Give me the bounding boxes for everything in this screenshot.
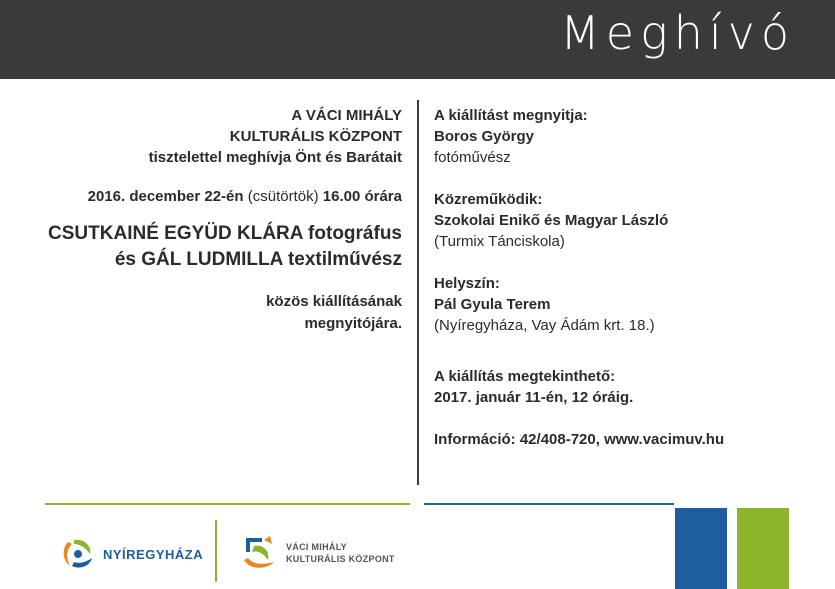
- blue-color-block: [675, 508, 727, 589]
- venue-label: Helyszín:: [434, 275, 500, 292]
- venue-address: (Nyíregyháza, Vay Ádám krt. 18.): [434, 317, 655, 334]
- contrib-org: (Turmix Tánciskola): [434, 233, 565, 250]
- vmkk-logo-text: [286, 541, 395, 565]
- venue-block: [434, 273, 824, 336]
- vmkk-logo-line1: VÁCI MIHÁLY: [286, 542, 347, 552]
- nyiregyhaza-logo-icon: [60, 536, 100, 572]
- nyiregyhaza-logo-text: NYÍREGYHÁZA: [103, 546, 204, 562]
- contrib-label: Közreműködik:: [434, 191, 543, 208]
- invitation-right-column: [434, 105, 824, 450]
- footer-green-line: [45, 503, 410, 505]
- vmkk-logo: [240, 534, 395, 572]
- view-label: A kiállítás megtekinthető:: [434, 368, 616, 385]
- event-date-bold: 2016. december 22-én: [87, 188, 244, 205]
- opener-role: fotóművész: [434, 149, 511, 166]
- header-bar: [0, 0, 835, 79]
- contrib-names: Szokolai Enikő és Magyar László: [434, 212, 669, 229]
- opener-name: Boros György: [434, 128, 535, 145]
- page-title: Meghívó: [560, 6, 795, 60]
- invite-line: tisztelettel meghívja Önt és Barátait: [148, 149, 402, 166]
- contributors-block: [434, 189, 824, 252]
- artist-line1: CSUTKAINÉ EGYÜD KLÁRA fotográfus: [48, 223, 402, 244]
- column-divider: [417, 100, 419, 485]
- nyiregyhaza-logo: [60, 536, 203, 572]
- footer-blue-line: [424, 503, 674, 505]
- closing-line1: közös kiállításának: [266, 293, 402, 310]
- opener-label: A kiállítást megnyitja:: [434, 107, 588, 124]
- closing-block: [30, 291, 402, 335]
- view-dates: 2017. január 11-én, 12 óráig.: [434, 389, 634, 406]
- event-weekday: (csütörtök): [247, 188, 319, 205]
- opener-block: [434, 105, 824, 168]
- green-color-block: [737, 508, 789, 589]
- artist-line2: és GÁL LUDMILLA textilművész: [114, 249, 402, 270]
- vmkk-logo-icon: [240, 534, 280, 572]
- logo-separator: [215, 520, 217, 582]
- event-time: 16.00 órára: [322, 188, 402, 205]
- org-name-line2: KULTURÁLIS KÖZPONT: [229, 128, 402, 145]
- vmkk-logo-line2: KULTURÁLIS KÖZPONT: [286, 554, 395, 564]
- org-name-line1: A VÁCI MIHÁLY: [291, 107, 402, 124]
- viewing-block: [434, 366, 824, 408]
- invitation-left-column: [30, 105, 402, 335]
- venue-name: Pál Gyula Terem: [434, 296, 551, 313]
- artists-block: [30, 221, 402, 273]
- event-date: [30, 186, 402, 207]
- closing-line2: megnyitójára.: [304, 315, 402, 332]
- info-line: Információ: 42/408-720, www.vacimuv.hu: [434, 431, 725, 448]
